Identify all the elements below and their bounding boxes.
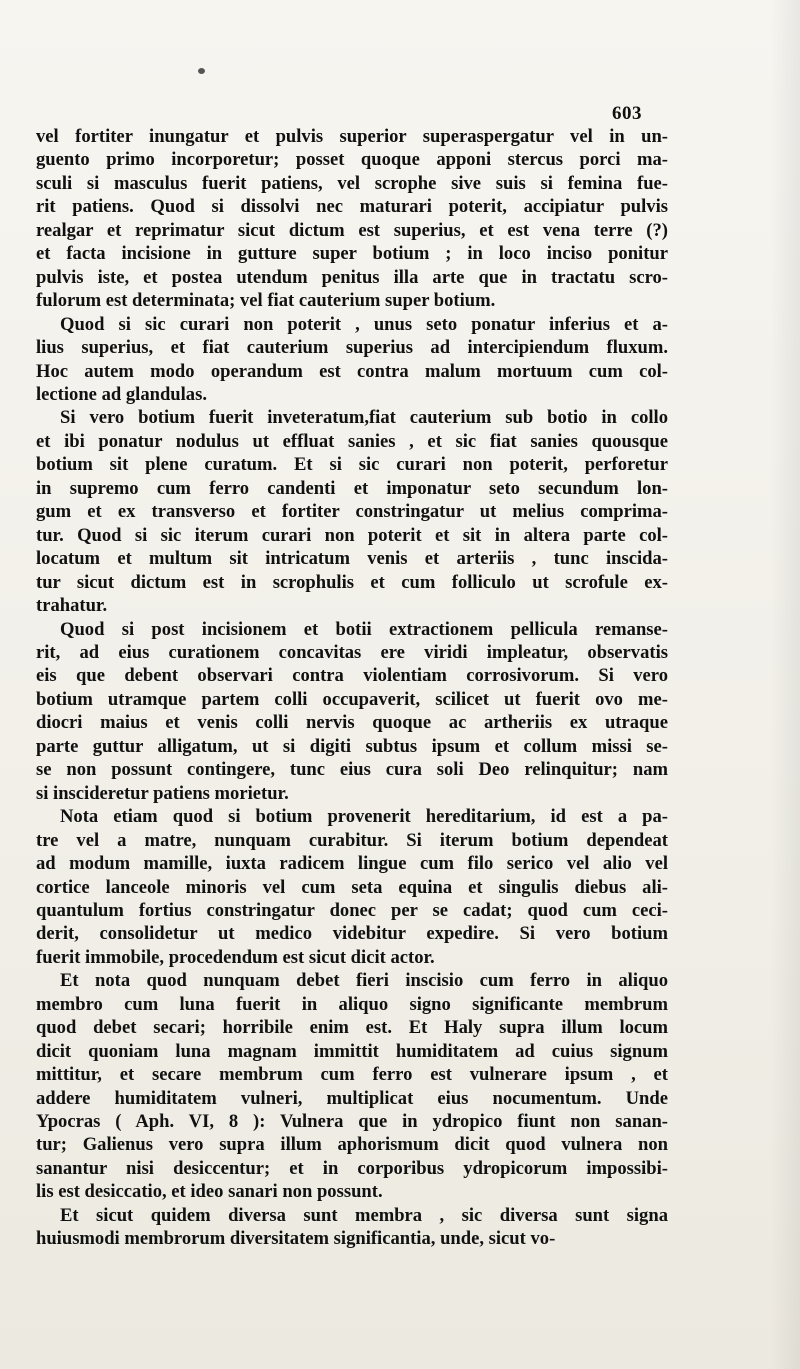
text-line: tur. Quod si sic iterum curari non poterit et sit in altera parte col- (36, 524, 668, 546)
text-line: rit patiens. Quod si dissolvi nec maturari poterit, accipiatur pulvis (36, 196, 668, 218)
text-line: rit, ad eius curationem concavitas ere viridi impleatur, observatis (36, 641, 668, 663)
text-line: realgar et reprimatur sicut dictum est superius, et est vena terre (?) (36, 219, 668, 241)
text-line: membro cum luna fuerit in aliquo signo significante membrum (36, 993, 668, 1015)
text-line: se non possunt contingere, tunc eius cura soli Deo relinquitur; nam (36, 759, 668, 781)
text-line: Et sicut quidem diversa sunt membra , sic diversa sunt signa (60, 1204, 668, 1226)
text-line: Quod si sic curari non poterit , unus seto ponatur inferius et a- (60, 313, 668, 335)
text-line: derit, consolidetur ut medico videbitur expedire. Si vero botium (36, 923, 668, 945)
body-text (36, 125, 668, 1251)
text-line: Si vero botium fuerit inveteratum,fiat cauterium sub botio in collo (60, 407, 668, 429)
text-line: botium sit plene curatum. Et si sic curari non poterit, perforetur (36, 454, 668, 476)
paragraph (36, 969, 668, 1204)
paragraph (36, 313, 668, 407)
text-line: botium utramque partem colli occupaverit, scilicet ut fuerit ovo me- (36, 688, 668, 710)
page-edge-shadow (770, 0, 800, 1369)
text-line: fuerit immobile, procedendum est sicut dicit actor. (36, 946, 435, 968)
text-line: tre vel a matre, nunquam curabitur. Si iterum botium dependeat (36, 829, 668, 851)
text-line: sculi si masculus fuerit patiens, vel scrophe sive suis si femina fue- (36, 172, 668, 194)
paragraph (36, 125, 668, 313)
paragraph (36, 618, 668, 806)
text-line: parte guttur alligatum, ut si digiti subtus ipsum et collum missi se- (36, 735, 668, 757)
text-line: Hoc autem modo operandum est contra malum mortuum cum col- (36, 360, 668, 382)
text-line: Et nota quod nunquam debet fieri inscisio cum ferro in aliquo (60, 970, 668, 992)
page-number: 603 (612, 103, 642, 124)
text-line: lius superius, et fiat cauterium superius ad intercipiendum fluxum. (36, 337, 668, 359)
text-line: dicit quoniam luna magnam immittit humiditatem ad cuius signum (36, 1040, 668, 1062)
text-line: guento primo incorporetur; posset quoque apponi stercus porci ma- (36, 149, 668, 171)
text-line: Quod si post incisionem et botii extractionem pellicula remanse- (60, 618, 668, 640)
text-line: addere humiditatem vulneri, multiplicat eius nocumentum. Unde (36, 1087, 668, 1109)
paragraph (36, 406, 668, 617)
text-line: et facta incisione in gutture super botium ; in loco inciso ponitur (36, 243, 668, 265)
text-line: locatum et multum sit intricatum venis et arteriis , tunc inscida- (36, 548, 668, 570)
text-line: lis est desiccatio, et ideo sanari non possunt. (36, 1181, 383, 1203)
text-line: quantulum fortius constringatur donec per se cadat; quod cum ceci- (36, 899, 668, 921)
text-line: huiusmodi membrorum diversitatem significantia, unde, sicut vo- (36, 1228, 556, 1250)
paragraph (36, 1204, 668, 1251)
text-line: pulvis iste, et postea utendum penitus illa arte que in tractatu scro- (36, 266, 668, 288)
text-line: ad modum mamille, iuxta radicem lingue cum filo serico vel alio vel (36, 853, 668, 875)
text-line: mittitur, et secare membrum cum ferro est vulnerare ipsum , et (36, 1064, 668, 1086)
text-line: cortice lanceole minoris vel cum seta equina et singulis diebus ali- (36, 876, 668, 898)
text-line: si inscideretur patiens morietur. (36, 782, 289, 804)
text-line: et ibi ponatur nodulus ut effluat sanies , et sic fiat sanies quousque (36, 430, 668, 452)
ink-speck (198, 68, 205, 74)
text-line: Nota etiam quod si botium provenerit hereditarium, id est a pa- (60, 806, 668, 828)
text-line: lectione ad glandulas. (36, 383, 207, 405)
text-line: eis que debent observari contra violentiam corrosivorum. Si vero (36, 665, 668, 687)
text-line: tur sicut dictum est in scrophulis et cum folliculo ut scrofule ex- (36, 571, 668, 593)
text-line: vel fortiter inungatur et pulvis superior superaspergatur vel in un- (36, 126, 668, 147)
text-line: sanantur nisi desiccentur; et in corporibus ydropicorum impossibi- (36, 1157, 668, 1179)
text-line: fulorum est determinata; vel fiat cauterium super botium. (36, 290, 496, 312)
text-line: in supremo cum ferro candenti et imponatur seto secundum lon- (36, 477, 668, 499)
text-line: diocri maius et venis colli nervis quoque ac artheriis ex utraque (36, 712, 668, 734)
text-line: trahatur. (36, 595, 108, 617)
text-line: quod debet secari; horribile enim est. Et Haly supra illum locum (36, 1017, 668, 1039)
paragraph (36, 805, 668, 969)
text-line: tur; Galienus vero supra illum aphorismum dicit quod vulnera non (36, 1134, 668, 1156)
text-line: Ypocras ( Aph. VI, 8 ): Vulnera que in ydropico fiunt non sanan- (36, 1111, 668, 1133)
text-line: gum et ex transverso et fortiter constringatur ut melius comprima- (36, 501, 668, 523)
